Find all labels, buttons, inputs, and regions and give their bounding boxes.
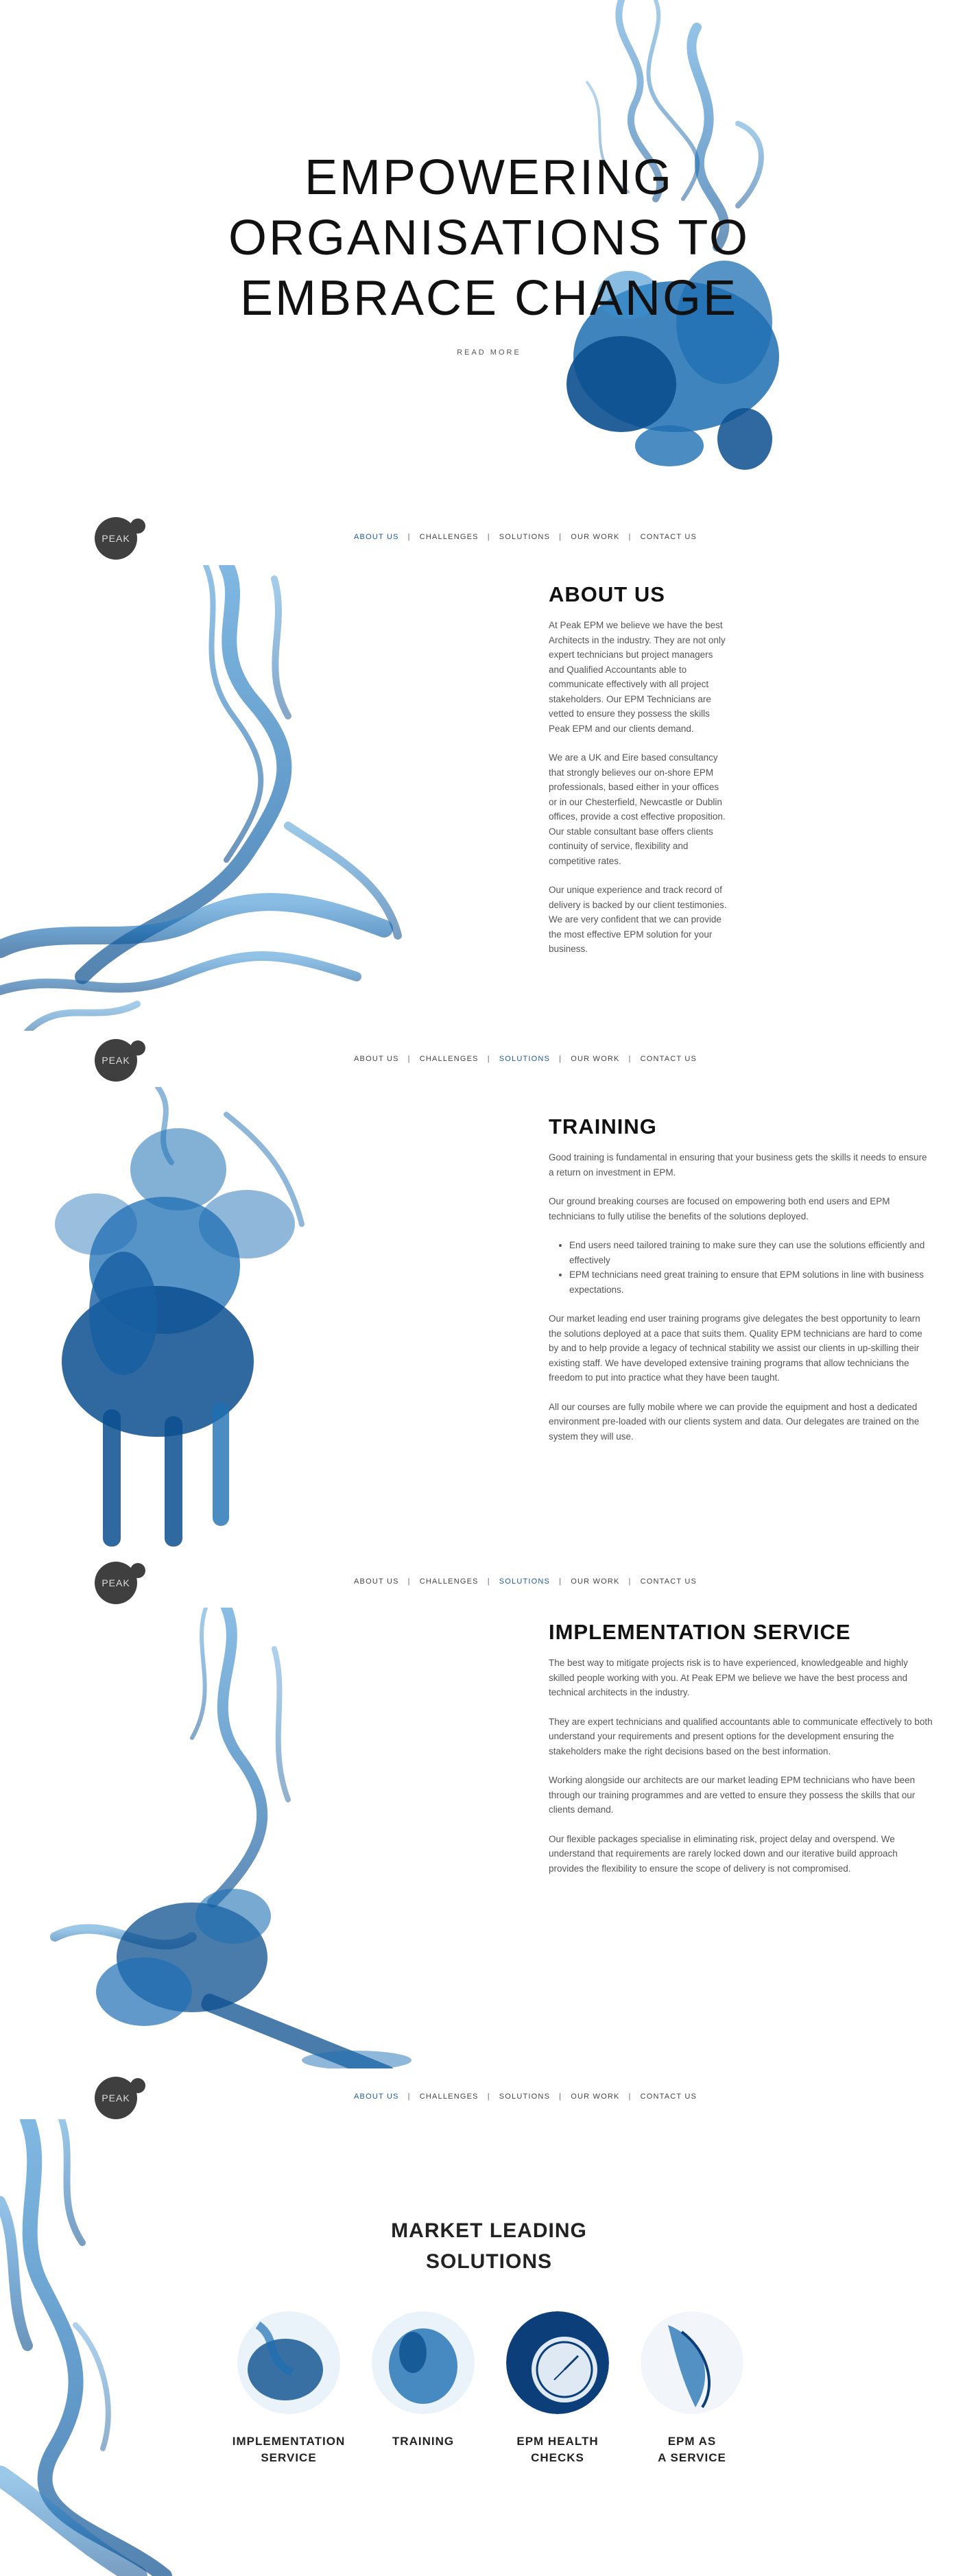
navbar xyxy=(0,509,978,565)
training-bullet-list xyxy=(569,1238,933,1297)
solution-card-implementation[interactable] xyxy=(230,2311,347,2466)
nav-contact-us[interactable]: CONTACT US xyxy=(640,2092,697,2101)
nav-separator: | xyxy=(628,533,632,541)
hero-section xyxy=(0,0,978,508)
peak-logo[interactable]: PEAK xyxy=(95,1039,137,1082)
solutions-title xyxy=(0,2215,978,2277)
hero-title-line: EMPOWERING xyxy=(304,150,673,205)
training-bullet: • EPM technicians need great training to ensure that EPM solutions in line with business expectations. xyxy=(569,1267,933,1297)
solutions-smoke-image xyxy=(0,2119,247,2576)
training-paragraph: Good training is fundamental in ensuring that your business gets the skills it needs to ensure a return on investment in EPM. xyxy=(549,1152,927,1178)
implementation-text xyxy=(549,1620,933,1890)
hero-title-line: ORGANISATIONS TO xyxy=(228,211,750,265)
solution-label xyxy=(634,2433,750,2466)
solution-label-line: EPM HEALTH xyxy=(516,2435,599,2448)
solutions-title-line: SOLUTIONS xyxy=(425,2250,552,2273)
about-paragraph: At Peak EPM we believe we have the best Architects in the industry. They are not only expert technicians but project managers and Qualified Accountants able to communicate effectively with all project stakeholders. Our EPM Technicians are vetted to ensure they possess the skills Peak EPM and our clients demand. xyxy=(549,620,726,734)
nav-our-work[interactable]: OUR WORK xyxy=(571,1577,620,1586)
main-nav xyxy=(354,1577,697,1586)
training-paragraph: All our courses are fully mobile where we can provide the equipment and host a dedicated environment pre-loaded with our clients system and data. Our delegates are trained on the system they will use. xyxy=(549,1401,920,1442)
implementation-thumbnail xyxy=(237,2311,340,2414)
training-paragraph: Our ground breaking courses are focused on empowering both end users and EPM technicians to fully utilise the benefits of the solutions deployed. xyxy=(549,1196,890,1221)
solution-label-line: SERVICE xyxy=(261,2451,317,2464)
nav-contact-us[interactable]: CONTACT US xyxy=(640,533,697,541)
solution-label-line: IMPLEMENTATION xyxy=(232,2435,346,2448)
training-horse-image xyxy=(0,1087,343,1553)
implementation-key-image xyxy=(41,1608,466,2068)
peak-logo[interactable]: PEAK xyxy=(95,2077,137,2119)
about-text xyxy=(549,582,727,971)
about-paragraph: We are a UK and Eire based consultancy that strongly believes our on-shore EPM professionals, based either in your offices or in our Chesterfield, Newcastle or Dublin offices, provide a cost effective proposition. Our stable consultant base offers clients continuity of service, flexibility and competitive rates. xyxy=(549,752,726,866)
implementation-heading: IMPLEMENTATION SERVICE xyxy=(549,1620,851,1644)
nav-contact-us[interactable]: CONTACT US xyxy=(640,1577,697,1586)
solution-card-training[interactable] xyxy=(365,2311,481,2450)
solution-label xyxy=(499,2433,616,2466)
about-section xyxy=(0,565,978,1031)
nav-separator: | xyxy=(559,1055,562,1063)
hero-title xyxy=(0,147,978,329)
nav-contact-us[interactable]: CONTACT US xyxy=(640,1055,697,1063)
solution-card-health-checks[interactable] xyxy=(499,2311,616,2466)
solution-label xyxy=(230,2433,347,2466)
nav-challenges[interactable]: CHALLENGES xyxy=(419,533,479,541)
nav-solutions[interactable]: SOLUTIONS xyxy=(499,1577,551,1586)
solutions-section xyxy=(0,2119,978,2576)
nav-about-us[interactable]: ABOUT US xyxy=(354,1055,399,1063)
nav-separator: | xyxy=(487,1055,490,1063)
nav-separator: | xyxy=(628,2092,632,2101)
training-thumbnail xyxy=(372,2311,475,2414)
main-nav xyxy=(354,2092,697,2101)
nav-separator: | xyxy=(559,533,562,541)
training-paragraph: Our market leading end user training programs give delegates the best opportunity to learn the solutions deployed at a pace that suits them. Quality EPM technicians are hard to come by and to help provide a legacy of technical stability we assist our clients in up-skilling their existing staff. We have developed extensive training programs that allow technicians the freedom to put into practice what they have been taught. xyxy=(549,1313,922,1383)
navbar xyxy=(0,1553,978,1610)
about-smoke-image xyxy=(0,565,425,1031)
implementation-paragraph: Our flexible packages specialise in eliminating risk, project delay and overspend. We understand that requirements are rarely locked down and our iterative build approach provides the flexibility to ensure the scope of delivery is not compromised. xyxy=(549,1833,898,1874)
about-paragraph: Our unique experience and track record of delivery is backed by our client testimonies. We are very confident that we can provide the most effective EPM solution for your business. xyxy=(549,885,727,954)
nav-separator: | xyxy=(628,1577,632,1586)
implementation-paragraph: Working alongside our architects are our market leading EPM technicians who have been through our training programmes and are vetted to ensure they possess the skills that our clients demand. xyxy=(549,1775,916,1815)
hero-title-line: EMBRACE CHANGE xyxy=(239,271,739,326)
training-text xyxy=(549,1114,933,1458)
nav-solutions[interactable]: SOLUTIONS xyxy=(499,533,551,541)
read-more-link[interactable]: READ MORE xyxy=(457,348,521,357)
nav-solutions[interactable]: SOLUTIONS xyxy=(499,2092,551,2101)
nav-challenges[interactable]: CHALLENGES xyxy=(419,1577,479,1586)
peak-logo[interactable]: PEAK xyxy=(95,517,137,560)
solution-label xyxy=(365,2433,481,2450)
solution-label-line: A SERVICE xyxy=(658,2451,726,2464)
peak-logo[interactable]: PEAK xyxy=(95,1562,137,1604)
nav-separator: | xyxy=(559,2092,562,2101)
epm-service-thumbnail xyxy=(641,2311,743,2414)
training-heading: TRAINING xyxy=(549,1114,657,1138)
nav-about-us[interactable]: ABOUT US xyxy=(354,1577,399,1586)
implementation-paragraph: The best way to mitigate projects risk is to have experienced, knowledgeable and highly skilled people working with you. At Peak EPM we believe we have the best process and technical architects in the industry. xyxy=(549,1658,908,1697)
training-section xyxy=(0,1087,978,1553)
solution-card-epm-as-a-service[interactable] xyxy=(634,2311,750,2466)
solution-label-line: CHECKS xyxy=(531,2451,584,2464)
solutions-title-line: MARKET LEADING xyxy=(391,2219,587,2242)
nav-about-us[interactable]: ABOUT US xyxy=(354,533,399,541)
nav-about-us[interactable]: ABOUT US xyxy=(354,2092,399,2101)
nav-separator: | xyxy=(407,1055,411,1063)
nav-our-work[interactable]: OUR WORK xyxy=(571,2092,620,2101)
nav-separator: | xyxy=(407,533,411,541)
implementation-paragraph: They are expert technicians and qualified accountants able to communicate effectively to both understand your requirements and present options for the development ensuring the stakeholders make the right decisions based on the best information. xyxy=(549,1716,933,1756)
navbar xyxy=(0,1031,978,1087)
nav-separator: | xyxy=(559,1577,562,1586)
nav-separator: | xyxy=(407,2092,411,2101)
nav-separator: | xyxy=(487,533,490,541)
main-nav xyxy=(354,533,697,541)
nav-solutions[interactable]: SOLUTIONS xyxy=(499,1055,551,1063)
navbar xyxy=(0,2068,978,2119)
nav-separator: | xyxy=(487,1577,490,1586)
nav-challenges[interactable]: CHALLENGES xyxy=(419,2092,479,2101)
solution-label-line: EPM AS xyxy=(667,2435,717,2448)
nav-challenges[interactable]: CHALLENGES xyxy=(419,1055,479,1063)
about-heading: ABOUT US xyxy=(549,582,665,606)
solution-label-line: TRAINING xyxy=(392,2435,455,2448)
main-nav xyxy=(354,1055,697,1063)
nav-separator: | xyxy=(628,1055,632,1063)
nav-our-work[interactable]: OUR WORK xyxy=(571,1055,620,1063)
nav-separator: | xyxy=(487,2092,490,2101)
training-bullet: • End users need tailored training to make sure they can use the solutions efficiently and effectively xyxy=(569,1238,933,1267)
health-checks-thumbnail xyxy=(506,2311,609,2414)
nav-our-work[interactable]: OUR WORK xyxy=(571,533,620,541)
nav-separator: | xyxy=(407,1577,411,1586)
implementation-section xyxy=(0,1608,978,2068)
